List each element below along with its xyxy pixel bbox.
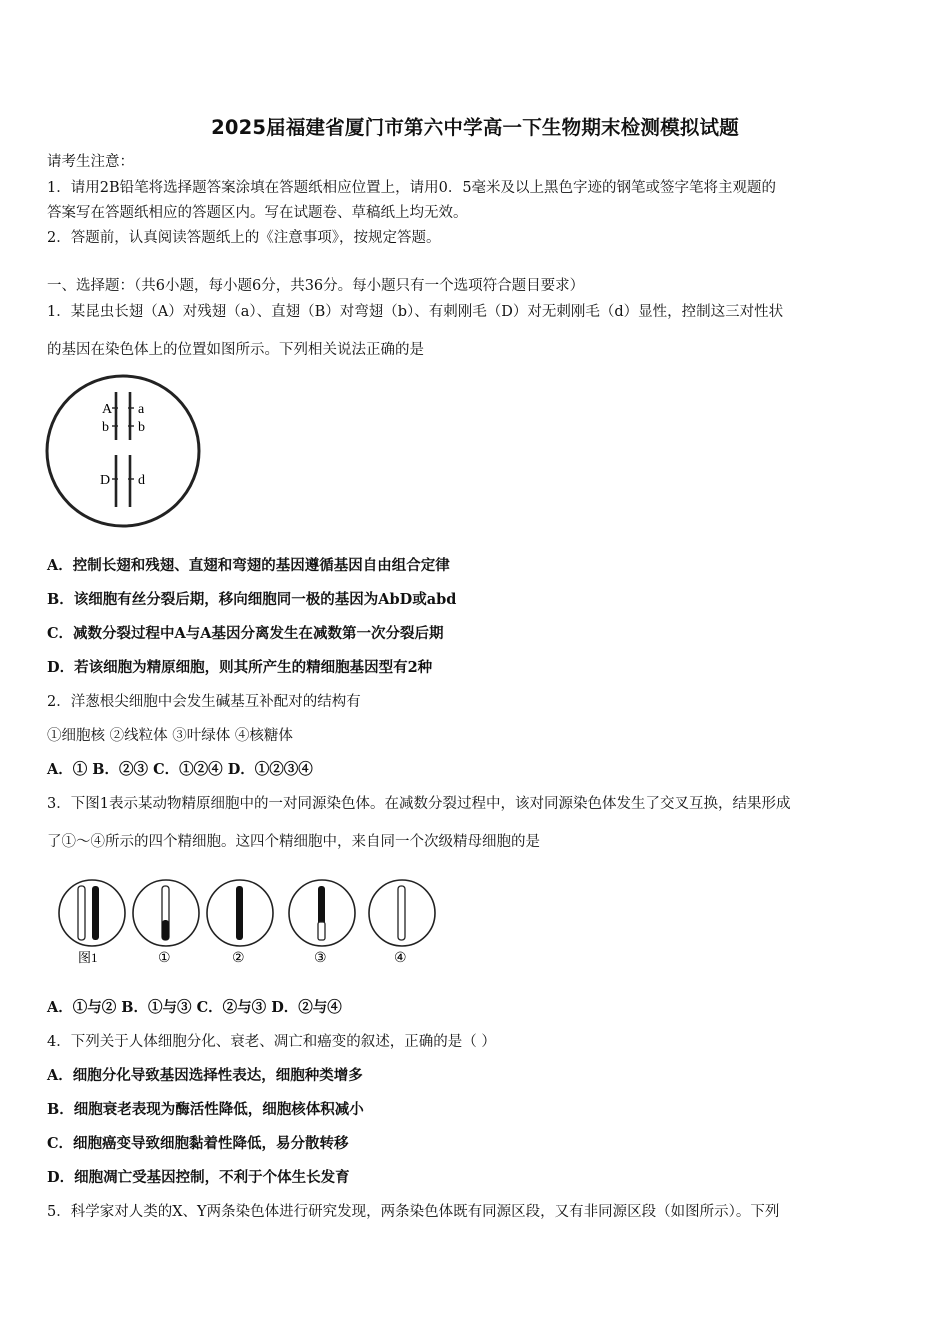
q3-cell-1 <box>133 880 199 946</box>
q1-gene-label-b-left: b <box>102 420 109 435</box>
q1-stem-line-1: 1．某昆虫长翅（A）对残翅（a）、直翅（B）对弯翅（b）、有刺刚毛（D）对无刺刚毛（d）显性，控制这三对性状 <box>47 304 784 320</box>
q5-stem-line-1: 5．科学家对人类的X、Y两条染色体进行研究发现，两条染色体既有同源区段，又有非同源区段（如图所示）。下列 <box>47 1204 780 1220</box>
q3-cell-fig1 <box>59 880 125 946</box>
page-title: 2025届福建省厦门市第六中学高一下生物期末检测模拟试题 <box>211 116 739 139</box>
q1-gene-label-b-right: b <box>138 420 145 435</box>
q3-cell-4 <box>369 880 435 946</box>
q1-gene-label-a: a <box>138 402 145 417</box>
q4-stem: 4．下列关于人体细胞分化、衰老、凋亡和癌变的叙述，正确的是（ ） <box>47 1034 496 1050</box>
q3-caption-fig1: 图1 <box>78 950 98 965</box>
q3-stem-line-2: 了①～④所示的四个精细胞。这四个精细胞中，来自同一个次级精母细胞的是 <box>47 834 540 850</box>
q4-option-b: B．细胞衰老表现为酶活性降低，细胞核体积减小 <box>47 1101 364 1118</box>
q1-option-b: B．该细胞有丝分裂后期，移向细胞同一极的基因为AbD或abd <box>47 591 457 608</box>
notice-heading: 请考生注意： <box>47 154 134 170</box>
q3-stem-line-1: 3．下图1表示某动物精原细胞中的一对同源染色体。在减数分裂过程中，该对同源染色体发生了交叉互换，结果形成 <box>47 796 791 812</box>
q1-option-a: A．控制长翅和残翅、直翅和弯翅的基因遵循基因自由组合定律 <box>47 557 450 574</box>
q3-caption-4: ④ <box>394 951 407 966</box>
q2-options: A．① B．②③ C．①②④ D．①②③④ <box>47 761 313 778</box>
q3-cells-figure <box>50 870 450 970</box>
q3-cell-2 <box>207 880 273 946</box>
q3-options: A．①与② B．①与③ C．②与③ D．②与④ <box>47 999 342 1016</box>
q2-items: ①细胞核 ②线粒体 ③叶绿体 ④核糖体 <box>47 728 293 744</box>
notice-item-2: 2．答题前，认真阅读答题纸上的《注意事项》，按规定答题。 <box>47 230 441 246</box>
q3-cell-3 <box>289 880 355 946</box>
q1-stem-line-2: 的基因在染色体上的位置如图所示。下列相关说法正确的是 <box>47 342 424 358</box>
q4-option-a: A．细胞分化导致基因选择性表达，细胞种类增多 <box>47 1067 363 1084</box>
q3-caption-1: ① <box>158 951 171 966</box>
q1-chromosome-figure <box>44 372 204 532</box>
notice-item-1-line-1: 1．请用2B铅笔将选择题答案涂填在答题纸相应位置上，请用0．5毫米及以上黑色字迹的钢笔或签字笔将主观题的 <box>47 180 777 196</box>
q4-option-c: C．细胞癌变导致细胞黏着性降低，易分散转移 <box>47 1135 349 1152</box>
q1-cell-outline <box>47 376 199 526</box>
q3-caption-3: ③ <box>314 951 327 966</box>
q2-stem: 2．洋葱根尖细胞中会发生碱基互补配对的结构有 <box>47 694 361 710</box>
q3-caption-2: ② <box>232 951 245 966</box>
q1-gene-label-d: d <box>138 473 145 488</box>
section-heading: 一、选择题：（共6小题，每小题6分，共36分。每小题只有一个选项符合题目要求） <box>47 278 585 294</box>
notice-item-1-line-2: 答案写在答题纸相应的答题区内。写在试题卷、草稿纸上均无效。 <box>47 205 468 221</box>
q1-gene-label-A: A <box>102 402 113 417</box>
q4-option-d: D．细胞凋亡受基因控制，不利于个体生长发育 <box>47 1169 350 1186</box>
q1-option-d: D．若该细胞为精原细胞，则其所产生的精细胞基因型有2种 <box>47 659 433 676</box>
q1-option-c: C．减数分裂过程中A与A基因分离发生在减数第一次分裂后期 <box>47 625 444 642</box>
q1-gene-label-D: D <box>100 473 111 488</box>
